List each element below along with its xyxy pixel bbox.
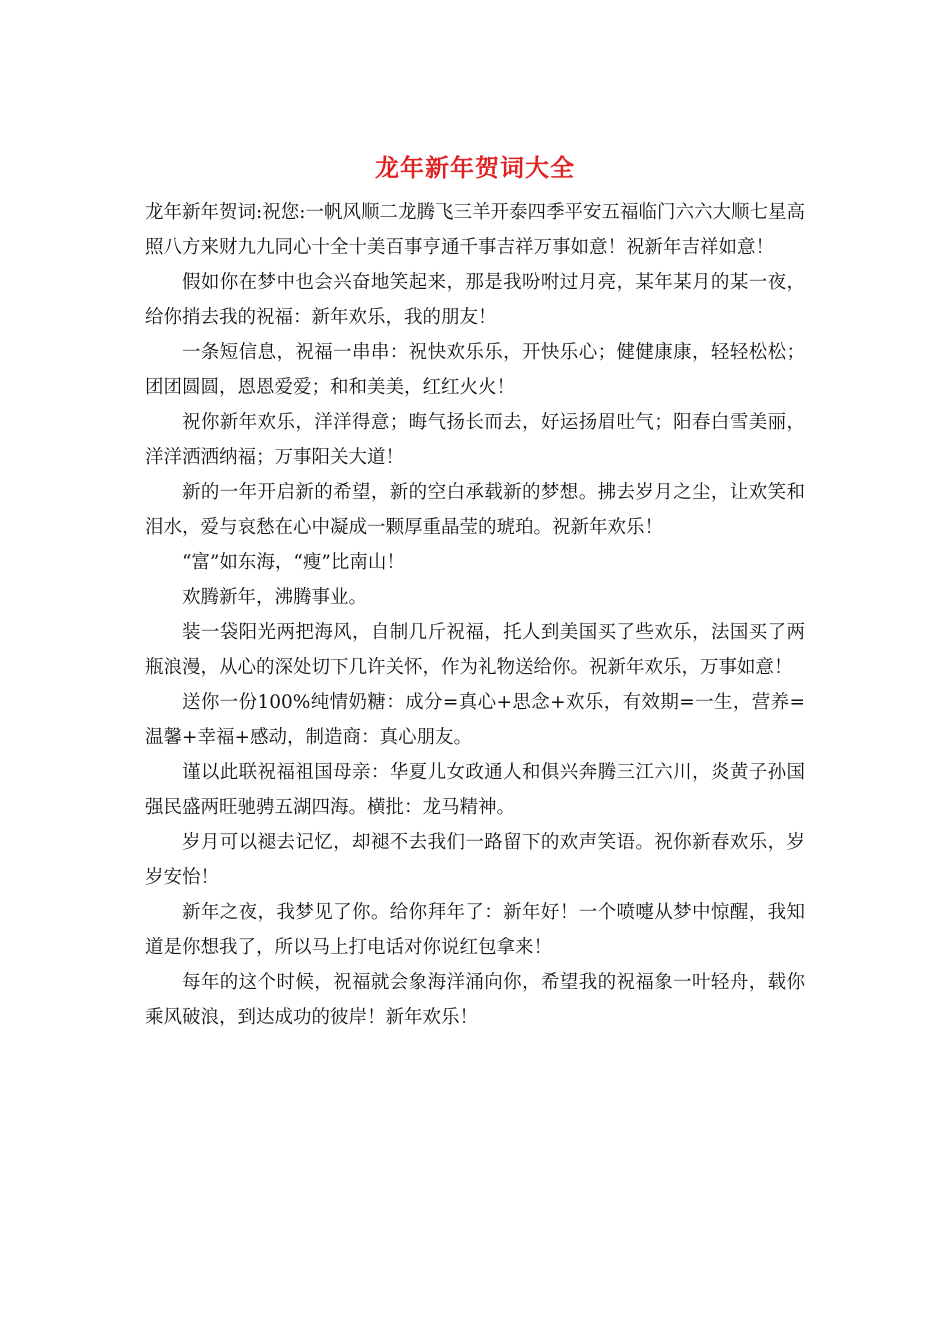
paragraph-13: 每年的这个时候，祝福就会象海洋涌向你，希望我的祝福象一叶轻舟，载你乘风破浪，到达成功的彼岸！新年欢乐！ — [145, 972, 805, 1028]
paragraph-3: 一条短信息，祝福一串串：祝快欢乐乐，开快乐心；健健康康，轻轻松松；团团圆圆，恩恩爱爱；和和美美，红红火火！ — [145, 342, 805, 398]
paragraph-11: 岁月可以褪去记忆，却褪不去我们一路留下的欢声笑语。祝你新春欢乐，岁岁安怡！ — [145, 832, 805, 888]
paragraph-7: 欢腾新年，沸腾事业。 — [182, 587, 368, 608]
paragraph-9: 送你一份100%纯情奶糖：成分=真心+思念+欢乐，有效期=一生，营养=温馨+幸福+感动，制造商：真心朋友。 — [145, 692, 805, 748]
paragraph-5: 新的一年开启新的希望，新的空白承载新的梦想。拂去岁月之尘，让欢笑和泪水，爱与哀愁在心中凝成一颗厚重晶莹的琥珀。祝新年欢乐！ — [145, 482, 805, 538]
paragraph-2: 假如你在梦中也会兴奋地笑起来，那是我吩咐过月亮，某年某月的某一夜，给你捎去我的祝福：新年欢乐，我的朋友！ — [145, 272, 805, 328]
paragraph-8: 装一袋阳光两把海风，自制几斤祝福，托人到美国买了些欢乐，法国买了两瓶浪漫，从心的深处切下几许关怀，作为礼物送给你。祝新年欢乐，万事如意！ — [145, 622, 805, 678]
paragraph-1: 龙年新年贺词:祝您:一帆风顺二龙腾飞三羊开泰四季平安五福临门六六大顺七星高照八方来财九九同心十全十美百事亨通千事吉祥万事如意！祝新年吉祥如意！ — [145, 202, 805, 258]
page-title: 龙年新年贺词大全 — [375, 153, 575, 182]
paragraph-12: 新年之夜，我梦见了你。给你拜年了：新年好！一个喷嚏从梦中惊醒，我知道是你想我了，所以马上打电话对你说红包拿来！ — [145, 902, 805, 958]
paragraph-6: “富”如东海，“瘦”比南山！ — [182, 552, 405, 573]
paragraph-4: 祝你新年欢乐，洋洋得意；晦气扬长而去，好运扬眉吐气；阳春白雪美丽，洋洋洒洒纳福；万事阳关大道！ — [145, 412, 805, 468]
document-body — [145, 195, 805, 1035]
paragraph-10: 谨以此联祝福祖国母亲：华夏儿女政通人和俱兴奔腾三江六川，炎黄子孙国强民盛两旺驰骋五湖四海。横批：龙马精神。 — [145, 762, 805, 818]
